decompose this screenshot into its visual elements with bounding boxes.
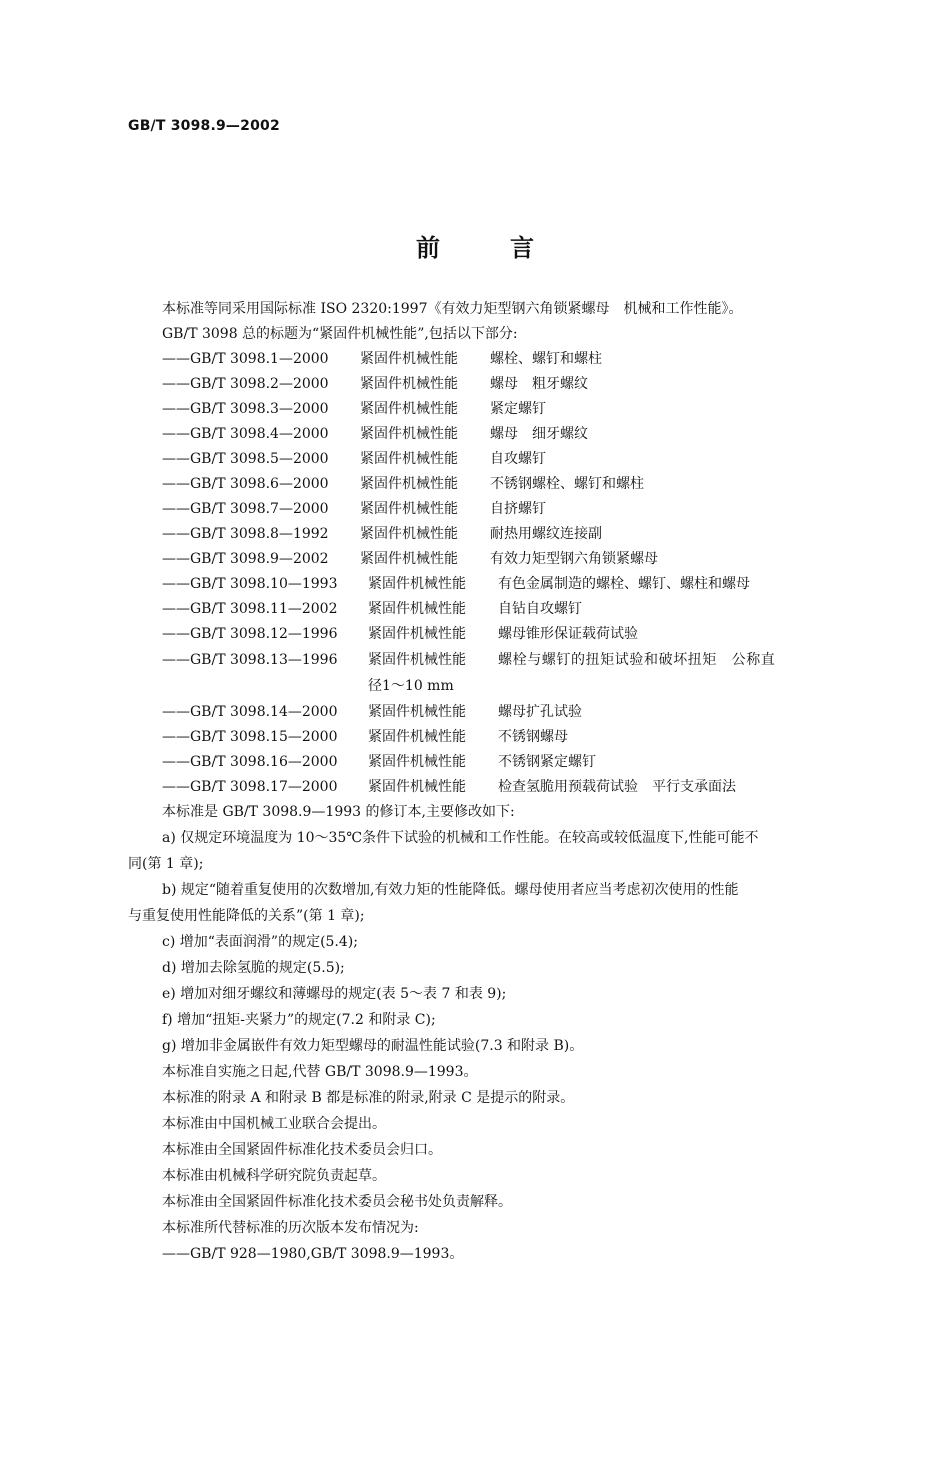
list-item bbox=[162, 727, 568, 747]
part-subtitle: 螺母 细牙螺纹 bbox=[490, 426, 588, 442]
change-d: d) 增加去除氢脆的规定(5.5); bbox=[162, 960, 345, 976]
list-item bbox=[162, 574, 750, 594]
part-code: ——GB/T 3098.7—2000 bbox=[162, 501, 329, 517]
list-item bbox=[162, 374, 588, 394]
part-name: 紧固件机械性能 bbox=[368, 576, 466, 592]
closing-paragraph: 本标准由机械科学研究院负责起草。 bbox=[162, 1168, 386, 1184]
change-e: e) 增加对细牙螺纹和薄螺母的规定(表 5～表 7 和表 9); bbox=[162, 986, 507, 1002]
change-c: c) 增加“表面润滑”的规定(5.4); bbox=[162, 934, 358, 950]
part-name: 紧固件机械性能 bbox=[368, 729, 466, 745]
part-subtitle: 自挤螺钉 bbox=[490, 501, 546, 517]
part-name: 紧固件机械性能 bbox=[360, 376, 458, 392]
part-name: 紧固件机械性能 bbox=[368, 626, 466, 642]
change-b-line-1: b) 规定“随着重复使用的次数增加,有效力矩的性能降低。螺母使用者应当考虑初次使用的性能 bbox=[162, 882, 739, 898]
part-code: ——GB/T 3098.11—2002 bbox=[162, 601, 338, 617]
list-item bbox=[162, 399, 546, 419]
part-subtitle: 螺母扩孔试验 bbox=[498, 704, 582, 720]
change-f: f) 增加“扭矩-夹紧力”的规定(7.2 和附录 C); bbox=[162, 1012, 436, 1028]
part-name: 紧固件机械性能 bbox=[368, 704, 466, 720]
part-subtitle: 螺栓与螺钉的扭矩试验和破坏扭矩 公称直 bbox=[498, 652, 776, 668]
change-b-line-2: 与重复使用性能降低的关系”(第 1 章); bbox=[128, 908, 365, 924]
part-code: ——GB/T 3098.6—2000 bbox=[162, 476, 329, 492]
part-name: 紧固件机械性能 bbox=[360, 526, 458, 542]
part-code: ——GB/T 3098.10—1993 bbox=[162, 576, 338, 592]
part-code: ——GB/T 3098.4—2000 bbox=[162, 426, 329, 442]
list-item bbox=[162, 777, 736, 797]
part-code: ——GB/T 3098.13—1996 bbox=[162, 652, 338, 668]
part-subtitle: 螺母锥形保证载荷试验 bbox=[498, 626, 638, 642]
list-item bbox=[162, 524, 602, 544]
part-subtitle: 不锈钢紧定螺钉 bbox=[498, 754, 596, 770]
change-g: g) 增加非金属嵌件有效力矩型螺母的耐温性能试验(7.3 和附录 B)。 bbox=[162, 1038, 584, 1054]
list-item bbox=[162, 650, 775, 670]
list-item bbox=[162, 599, 582, 619]
list-item bbox=[162, 474, 644, 494]
closing-paragraph: 本标准由全国紧固件标准化技术委员会归口。 bbox=[162, 1142, 442, 1158]
part-code: ——GB/T 3098.1—2000 bbox=[162, 351, 329, 367]
part-name: 紧固件机械性能 bbox=[368, 779, 466, 795]
list-item bbox=[162, 624, 638, 644]
list-item bbox=[162, 499, 546, 519]
list-item bbox=[162, 424, 588, 444]
closing-paragraph: 本标准由中国机械工业联合会提出。 bbox=[162, 1116, 386, 1132]
part-subtitle: 螺母 粗牙螺纹 bbox=[490, 376, 588, 392]
list-item bbox=[162, 349, 602, 369]
list-item bbox=[162, 549, 658, 569]
part-name: 紧固件机械性能 bbox=[360, 501, 458, 517]
closing-paragraph: 本标准所代替标准的历次版本发布情况为: bbox=[162, 1220, 419, 1236]
change-a-line-2: 同(第 1 章); bbox=[128, 856, 204, 872]
part-code: ——GB/T 3098.2—2000 bbox=[162, 376, 329, 392]
part-name: 紧固件机械性能 bbox=[360, 351, 458, 367]
part-code: ——GB/T 3098.15—2000 bbox=[162, 729, 338, 745]
part-code: ——GB/T 3098.3—2000 bbox=[162, 401, 329, 417]
part-code: ——GB/T 3098.14—2000 bbox=[162, 704, 338, 720]
part-subtitle: 螺栓、螺钉和螺柱 bbox=[490, 351, 602, 367]
part-subtitle: 自钻自攻螺钉 bbox=[498, 601, 582, 617]
part-code: ——GB/T 3098.12—1996 bbox=[162, 626, 338, 642]
list-item-continuation: 径1～10 mm bbox=[368, 678, 454, 694]
change-a-line-1: a) 仅规定环境温度为 10～35℃条件下试验的机械和工作性能。在较高或较低温度下,性能可能不 bbox=[162, 830, 759, 846]
title-char-2: 言 bbox=[510, 233, 534, 262]
part-name: 紧固件机械性能 bbox=[368, 754, 466, 770]
title-char-1: 前 bbox=[416, 233, 440, 262]
part-code: ——GB/T 3098.5—2000 bbox=[162, 451, 329, 467]
part-name: 紧固件机械性能 bbox=[360, 401, 458, 417]
part-subtitle: 不锈钢螺栓、螺钉和螺柱 bbox=[490, 476, 644, 492]
part-name: 紧固件机械性能 bbox=[360, 476, 458, 492]
closing-paragraph: ——GB/T 928—1980,GB/T 3098.9—1993。 bbox=[162, 1246, 464, 1262]
part-name: 紧固件机械性能 bbox=[368, 652, 466, 668]
part-subtitle: 不锈钢螺母 bbox=[498, 729, 568, 745]
closing-paragraph: 本标准由全国紧固件标准化技术委员会秘书处负责解释。 bbox=[162, 1194, 512, 1210]
closing-paragraph: 本标准自实施之日起,代替 GB/T 3098.9—1993。 bbox=[162, 1064, 478, 1080]
list-item bbox=[162, 752, 596, 772]
part-code: ——GB/T 3098.16—2000 bbox=[162, 754, 338, 770]
part-code: ——GB/T 3098.17—2000 bbox=[162, 779, 338, 795]
part-subtitle: 自攻螺钉 bbox=[490, 451, 546, 467]
list-item bbox=[162, 702, 582, 722]
part-subtitle: 紧定螺钉 bbox=[490, 401, 546, 417]
part-name: 紧固件机械性能 bbox=[368, 601, 466, 617]
part-subtitle: 有色金属制造的螺栓、螺钉、螺柱和螺母 bbox=[498, 576, 750, 592]
part-code: ——GB/T 3098.9—2002 bbox=[162, 551, 329, 567]
part-name: 紧固件机械性能 bbox=[360, 551, 458, 567]
intro-paragraph-1: 本标准等同采用国际标准 ISO 2320:1997《有效力矩型钢六角锁紧螺母 机械和工作性能》。 bbox=[162, 301, 743, 317]
list-item bbox=[162, 449, 546, 469]
part-name: 紧固件机械性能 bbox=[360, 426, 458, 442]
document-id-header: GB/T 3098.9—2002 bbox=[128, 118, 280, 134]
page-title bbox=[0, 228, 950, 263]
part-subtitle: 检查氢脆用预载荷试验 平行支承面法 bbox=[498, 779, 736, 795]
part-subtitle: 有效力矩型钢六角锁紧螺母 bbox=[490, 551, 658, 567]
part-name: 紧固件机械性能 bbox=[360, 451, 458, 467]
part-subtitle: 耐热用螺纹连接副 bbox=[490, 526, 602, 542]
revision-intro: 本标准是 GB/T 3098.9—1993 的修订本,主要修改如下: bbox=[162, 804, 515, 820]
closing-paragraph: 本标准的附录 A 和附录 B 都是标准的附录,附录 C 是提示的附录。 bbox=[162, 1090, 575, 1106]
intro-paragraph-2: GB/T 3098 总的标题为“紧固件机械性能”,包括以下部分: bbox=[162, 326, 518, 342]
part-code: ——GB/T 3098.8—1992 bbox=[162, 526, 329, 542]
